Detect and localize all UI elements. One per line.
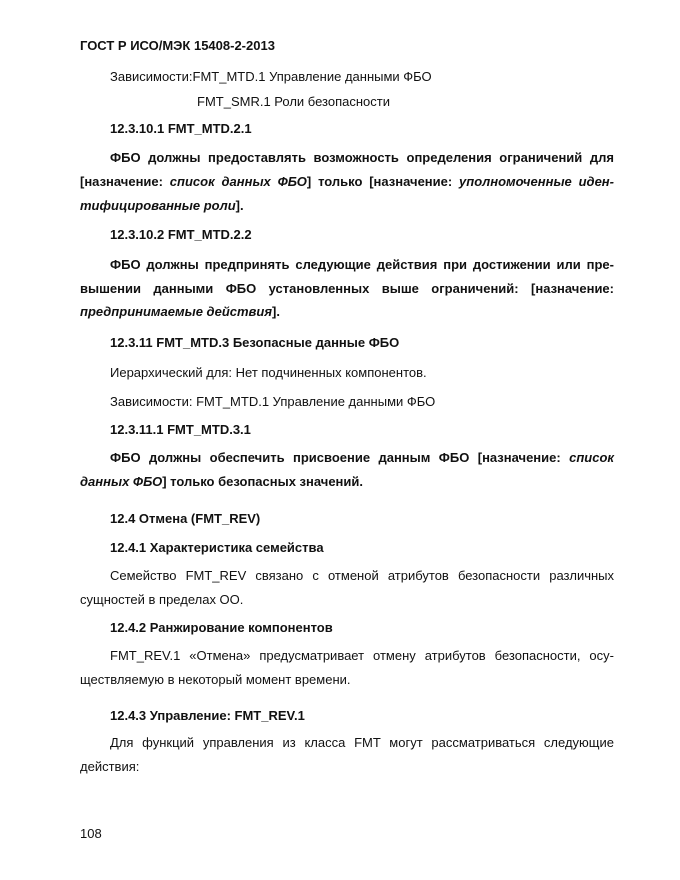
para4-line1: Семейство FMT_REV связано с отменой атрибутов безопасности различных — [110, 568, 614, 583]
para3-italic: данных ФБО — [80, 474, 163, 489]
section-12-3-10-2-heading: 12.3.10.2 FMT_MTD.2.2 — [110, 227, 252, 242]
dependency-smr1: FMT_SMR.1 Роли безопасности — [197, 94, 390, 109]
para6-line2: действия: — [80, 759, 140, 774]
para5-line2: ществляемую в некоторый момент времени. — [80, 672, 351, 687]
para1-italic: тифицированные роли — [80, 198, 236, 213]
section-12-4-1-heading: 12.4.1 Характеристика семейства — [110, 540, 324, 555]
dependencies-label: Зависимости: — [110, 69, 193, 84]
section-12-3-11-heading: 12.3.11 FMT_MTD.3 Безопасные данные ФБО — [110, 335, 400, 350]
para2-line1: ФБО должны предпринять следующие действия при достижении или пре- — [110, 257, 614, 272]
para6-line1: Для функций управления из класса FMT могут рассматриваться следующие — [110, 735, 614, 750]
page-header: ГОСТ Р ИСО/МЭК 15408-2-2013 — [80, 38, 275, 53]
section-12-3-10-1-heading: 12.3.10.1 FMT_MTD.2.1 — [110, 121, 252, 136]
para4-line2: сущностей в пределах ОО. — [80, 592, 244, 607]
dependency-mtd1: FMT_MTD.1 Управление данными ФБО — [192, 69, 432, 84]
dependencies-line-1 — [110, 67, 614, 87]
para2-line2: вышении данными ФБО установленных выше ограничений: [назначение: — [80, 281, 614, 296]
para1-italic: уполномоченные иден- — [459, 174, 614, 189]
para1-line1: ФБО должны предоставлять возможность определения ограничений для — [110, 150, 614, 165]
para2-text: ]. — [272, 304, 280, 319]
para1-text: [назначение: — [80, 174, 170, 189]
para1-text: ] только [назначение: — [306, 174, 460, 189]
para3-text: ФБО должны обеспечить присвоение данным ФБО [назначение: — [110, 450, 570, 465]
para3-text: ] только безопасных значений. — [162, 474, 364, 489]
section-12-4-2-heading: 12.4.2 Ранжирование компонентов — [110, 620, 333, 635]
para3-italic: список — [569, 450, 614, 465]
section-12-3-11-1-heading: 12.3.11.1 FMT_MTD.3.1 — [110, 422, 251, 437]
hierarchical-line: Иерархический для: Нет подчиненных компонентов. — [110, 365, 427, 380]
section-12-4-heading: 12.4 Отмена (FMT_REV) — [110, 511, 261, 526]
para3-line1 — [110, 448, 614, 468]
para2-line3 — [80, 302, 614, 322]
para1-line3 — [80, 196, 614, 216]
para1-text: ]. — [235, 198, 244, 213]
dependencies-line-2: Зависимости: FMT_MTD.1 Управление данными ФБО — [110, 394, 436, 409]
para3-line2 — [80, 472, 614, 492]
page-number: 108 — [80, 826, 102, 841]
para1-line2 — [80, 172, 614, 192]
para5-line1: FMT_REV.1 «Отмена» предусматривает отмену атрибутов безопасности, осу- — [110, 648, 614, 663]
para2-italic: предпринимаемые действия — [80, 304, 273, 319]
section-12-4-3-heading: 12.4.3 Управление: FMT_REV.1 — [110, 708, 305, 723]
para1-italic: список данных ФБО — [169, 174, 307, 189]
